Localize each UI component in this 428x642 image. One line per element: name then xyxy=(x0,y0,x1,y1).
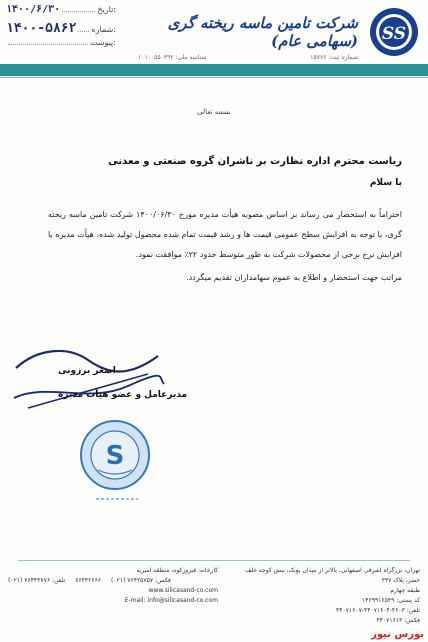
date-label: تاریخ: xyxy=(97,5,116,14)
letter-meta xyxy=(6,4,116,55)
office-floor: طبقه چهارم xyxy=(390,587,420,594)
letter-greeting: با سلام xyxy=(369,178,402,188)
letter-recipient: ریاست محترم اداره نظارت بر ناشران گروه صنعتی و معدنی xyxy=(108,156,402,167)
number-row xyxy=(6,21,116,38)
signer-name: اصغر برزونی xyxy=(58,366,116,376)
company-header xyxy=(138,14,358,61)
date-value: ۱۴۰۰/۶/۳۰ xyxy=(6,4,61,15)
letter-body: احتراماً به استحضار می رساند بر اساس مصوبه هیأت مدیره مورخ ۱۴۰۰/۰۶/۳۰ شرکت تامین ماسه ریخته گری، با توجه به افزایش سطح عمومی قیمت ها و رشد قیمت تمام شده محصول تولید شده، هیأت مدیره با افزایش نرخ برخی از محصولات شرکت به طور متوسط حدود ۲۲٪ موافقت نمود. xyxy=(48,210,403,259)
stamp-number-icon xyxy=(92,492,142,504)
registration-number: شماره ثبت: ۱۵۷۷۶ xyxy=(310,54,358,61)
number-value: ۱۴۰۰-۵۸۶۲ xyxy=(6,21,77,36)
header-band xyxy=(0,64,428,76)
company-stamp-icon xyxy=(78,418,152,492)
svg-text:SS: SS xyxy=(381,24,407,44)
office-fax: فکس: ۴۴۰۷۱۶۱۳ xyxy=(376,617,420,624)
company-website[interactable]: www.silicasand-co.com xyxy=(148,587,218,594)
company-email[interactable]: E-mail: info@silicasand-co.com xyxy=(124,597,218,604)
office-postal: کد پستی: ۱۴۶۹۹۱۶۵۳۹ xyxy=(362,597,420,604)
letter-closing: مراتب جهت استحضار و اطلاع به عموم سهامداران تقدیم میگردد. xyxy=(186,273,402,282)
handwritten-signature-icon xyxy=(8,338,168,418)
header-rule xyxy=(0,77,428,78)
letter-opening: بسمه تعالی xyxy=(197,108,231,116)
office-address: تهران، بزرگراه اشرفی اصفهانی، بالاتر از میدان پونک، نبش کوچه خلف خضر، پلاک ۳۳۷ xyxy=(245,567,420,584)
company-reg xyxy=(138,54,358,61)
signer-title: مدیرعامل و عضو هیأت مدیره xyxy=(58,390,188,400)
number-label: شماره: xyxy=(91,25,116,34)
office-phone: تلفن: ۴۶۰۳-۴۴۰۷۱۶۰۴-۴۴۰۷۱۶۰۷ xyxy=(336,607,420,614)
factory-phone: تلفن: ۷۶۴۴۳۷۷۶ (۰۲۱) xyxy=(8,577,66,584)
national-id: شناسه ملی: ۱۰۱۰۰۵۵۰۳۹۲ xyxy=(138,54,207,61)
attachment-row xyxy=(6,38,116,55)
footer-office xyxy=(230,566,420,626)
factory-fax: فکس: ۷۶۴۲۵۷۵۷ (۰۲۱) xyxy=(111,577,171,584)
attachment-label: پیوست: xyxy=(89,38,116,47)
company-name: شرکت تامین ماسه ریخته گری (سهامی عام) xyxy=(167,14,358,50)
footer-rule xyxy=(18,560,410,561)
date-row xyxy=(6,4,116,21)
company-logo-icon xyxy=(368,6,420,58)
svg-text:S: S xyxy=(105,441,125,471)
factory-phone-2: ۷۶۴۴۲۶۶۶ xyxy=(75,577,102,584)
factory-address: کارخانه: فیروزکوه، منطقه امیریه xyxy=(136,567,218,574)
footer-factory xyxy=(8,566,218,606)
news-watermark: بورس نیوز xyxy=(371,629,424,640)
